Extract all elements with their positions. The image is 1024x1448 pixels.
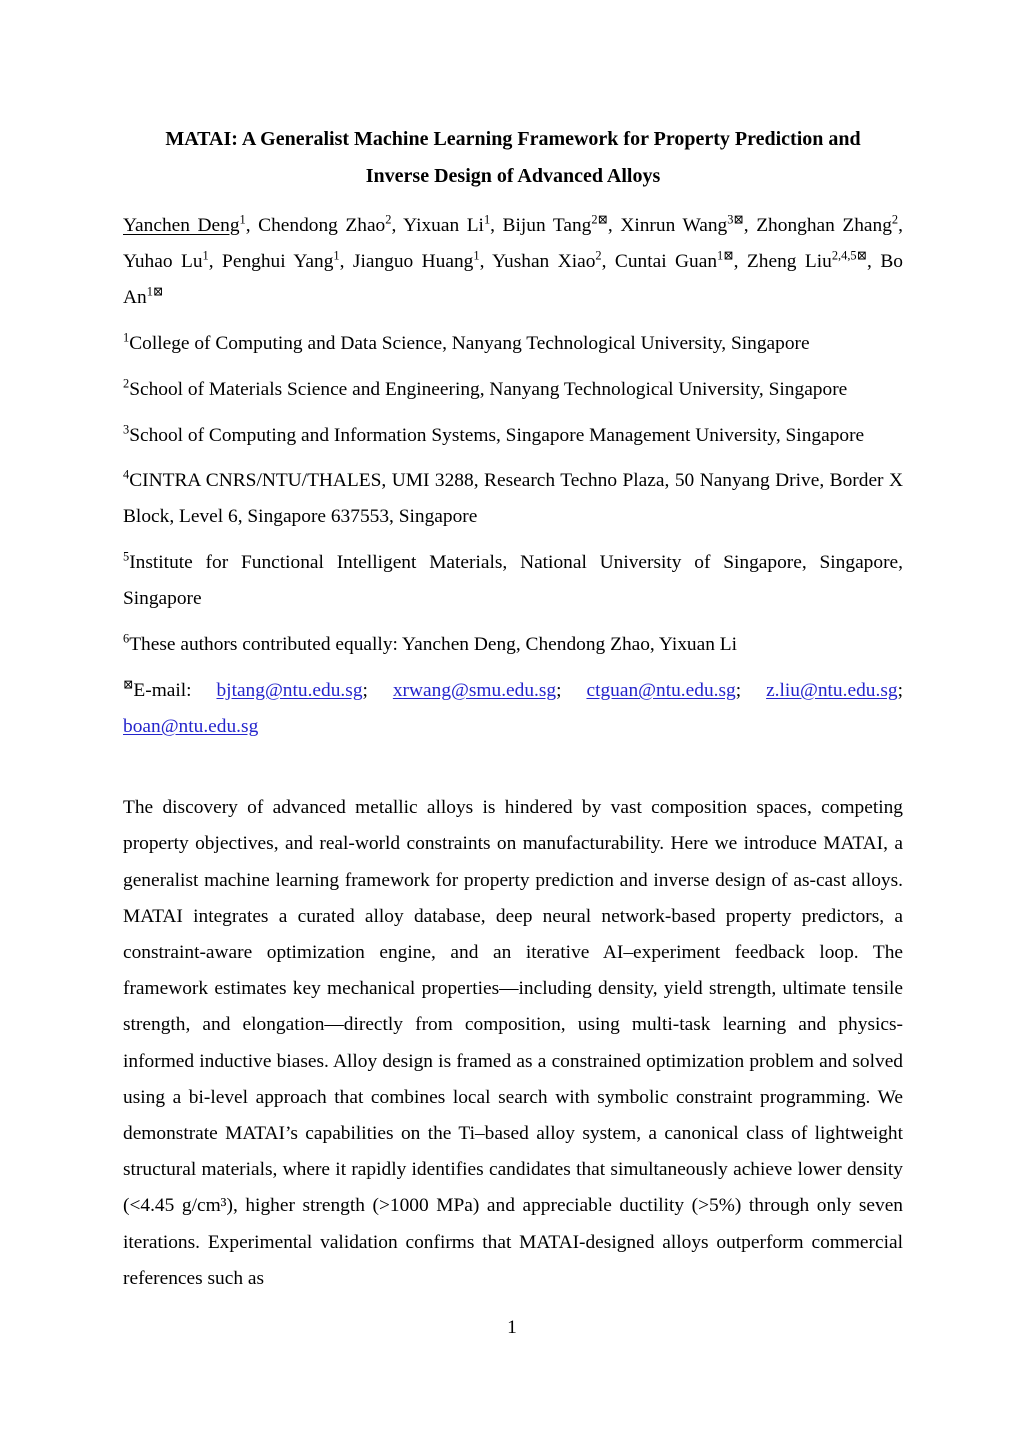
affiliation-1 bbox=[123, 326, 903, 362]
author-affiliation-marker: 1⊠ bbox=[717, 248, 734, 263]
author-name: Zheng Liu bbox=[746, 251, 832, 273]
author-name: Chendong Zhao bbox=[258, 215, 386, 236]
author-name: Zhonghan Zhang bbox=[756, 215, 892, 236]
author-affiliation-marker: 1 bbox=[333, 248, 340, 263]
page-content bbox=[123, 121, 903, 1297]
author-affiliation-marker: 1⊠ bbox=[146, 284, 164, 299]
author-name: Yanchen Deng bbox=[123, 215, 240, 236]
envelope-icon: ⊠ bbox=[123, 677, 134, 692]
author-name: Penghui Yang bbox=[222, 251, 334, 273]
author-separator: , bbox=[391, 215, 404, 236]
author-list bbox=[123, 208, 903, 317]
author-name: Yushan Xiao bbox=[492, 251, 596, 273]
author-separator: , bbox=[479, 251, 493, 273]
affiliation-number: 2 bbox=[123, 376, 130, 391]
author-separator: , bbox=[867, 251, 881, 273]
email-link[interactable]: xrwang@smu.edu.sg bbox=[392, 679, 557, 701]
page-number: 1 bbox=[507, 1317, 517, 1338]
affiliation-text: School of Computing and Information Systems, Singapore Management University, Singapore bbox=[129, 424, 865, 446]
author-affiliation-marker: 2 bbox=[385, 212, 392, 227]
affiliation-number: 1 bbox=[123, 330, 130, 345]
author bbox=[614, 248, 747, 273]
affiliation-5 bbox=[123, 545, 903, 617]
email-separator: ; bbox=[362, 679, 393, 701]
affiliation-text: School of Materials Science and Engineering, Nanyang Technological University, Singapore bbox=[129, 378, 848, 400]
paper-title-line2: Inverse Design of Advanced Alloys bbox=[365, 165, 661, 187]
author bbox=[403, 212, 503, 236]
author-affiliation-marker: 1 bbox=[202, 248, 209, 263]
author bbox=[352, 248, 493, 273]
author-name: Xinrun Wang bbox=[620, 215, 728, 236]
author bbox=[620, 212, 757, 236]
author bbox=[258, 212, 404, 236]
paper-title-line1: MATAI: A Generalist Machine Learning Framework for Property Prediction and bbox=[165, 128, 861, 150]
author-affiliation-marker: 3⊠ bbox=[727, 212, 744, 227]
author-separator: , bbox=[601, 251, 615, 273]
equal-contribution-note bbox=[123, 627, 903, 663]
affiliation-3 bbox=[123, 418, 903, 454]
author bbox=[492, 248, 615, 273]
email-link[interactable]: boan@ntu.edu.sg bbox=[123, 715, 259, 737]
author-separator: , bbox=[490, 215, 503, 236]
author-separator: , bbox=[743, 215, 757, 236]
email-separator: ; bbox=[556, 679, 587, 701]
email-link[interactable]: z.liu@ntu.edu.sg bbox=[766, 679, 898, 701]
author-separator: , bbox=[208, 251, 223, 273]
affiliation-2 bbox=[123, 372, 903, 408]
email-line bbox=[123, 673, 903, 745]
author bbox=[123, 248, 223, 273]
affiliation-number: 5 bbox=[123, 549, 130, 564]
email-separator: ; bbox=[735, 679, 767, 701]
author-affiliation-marker: 1 bbox=[483, 212, 491, 227]
author bbox=[222, 248, 353, 273]
author-affiliation-marker: 2 bbox=[595, 248, 602, 263]
affiliation-text: College of Computing and Data Science, Nanyang Technological University, Singapore bbox=[129, 333, 810, 355]
affiliation-4 bbox=[123, 463, 903, 535]
email-link[interactable]: bjtang@ntu.edu.sg bbox=[216, 679, 363, 701]
author-separator: , bbox=[733, 251, 747, 273]
abstract-paragraph: The discovery of advanced metallic alloys is hindered by vast composition spaces, competing property objectives, and real-world constraints on manufacturability. Here we introduce MATAI, a generalist machine learning framework for property prediction and inverse design of as-cast alloys. MATAI integrates a curated alloy database, deep neural network-based property predictors, a constraint-aware optimization engine, and an iterative AI–experiment feedback loop. The framework estimates key mechanical properties—including density, yield strength, ultimate tensile strength, and elongation—directly from composition, using multi-task learning and physics-informed inductive biases. Alloy design is framed as a constrained optimization problem and solved using a bi-level approach that combines local search with symbolic constraint programming. We demonstrate MATAI’s capabilities on the Ti–based alloy system, a canonical class of lightweight structural materials, where it rapidly identifies candidates that simultaneously achieve lower density (<4.45 g/cm³), higher strength (>1000 MPa) and appreciable ductility (>5%) through only seven iterations. Experimental validation confirms that MATAI-designed alloys outperform commercial references such as bbox=[123, 797, 903, 1289]
paper-title bbox=[123, 121, 903, 195]
author-separator: , bbox=[245, 215, 259, 236]
email-label: E-mail: bbox=[133, 679, 217, 701]
footnote-text: These authors contributed equally: Yanchen Deng, Chendong Zhao, Yixuan Li bbox=[129, 634, 738, 656]
author-name: Yixuan Li bbox=[403, 215, 484, 236]
author-name: Jianguo Huang bbox=[352, 251, 474, 273]
affiliation-number: 3 bbox=[123, 422, 130, 437]
author bbox=[756, 212, 903, 236]
author bbox=[123, 212, 259, 236]
email-separator: ; bbox=[897, 679, 903, 701]
email-link[interactable]: ctguan@ntu.edu.sg bbox=[586, 679, 736, 701]
author-name: Yuhao Lu bbox=[123, 251, 203, 273]
affiliation-number: 4 bbox=[123, 467, 130, 482]
author-name: Bo An bbox=[123, 251, 903, 309]
author-separator: , bbox=[607, 215, 621, 236]
author-affiliation-marker: 2,4,5⊠ bbox=[831, 248, 868, 263]
author-name: Bijun Tang bbox=[502, 215, 592, 236]
author-separator: , bbox=[339, 251, 353, 273]
author-affiliation-marker: 2⊠ bbox=[591, 212, 608, 227]
author bbox=[502, 212, 621, 236]
author bbox=[746, 248, 881, 273]
affiliation-text: Institute for Functional Intelligent Materials, National University of Singapore, Singapore, Singapore bbox=[123, 552, 903, 610]
author-affiliation-marker: 2 bbox=[891, 212, 899, 227]
footnote-number: 6 bbox=[123, 631, 130, 646]
author-affiliation-marker: 1 bbox=[473, 248, 480, 263]
affiliation-text: CINTRA CNRS/NTU/THALES, UMI 3288, Research Techno Plaza, 50 Nanyang Drive, Border X Block, Level 6, Singapore 637553, Singapore bbox=[123, 470, 903, 528]
author-affiliation-marker: 1 bbox=[239, 212, 246, 227]
author-name: Cuntai Guan bbox=[614, 251, 718, 273]
author-separator: , bbox=[898, 215, 903, 236]
